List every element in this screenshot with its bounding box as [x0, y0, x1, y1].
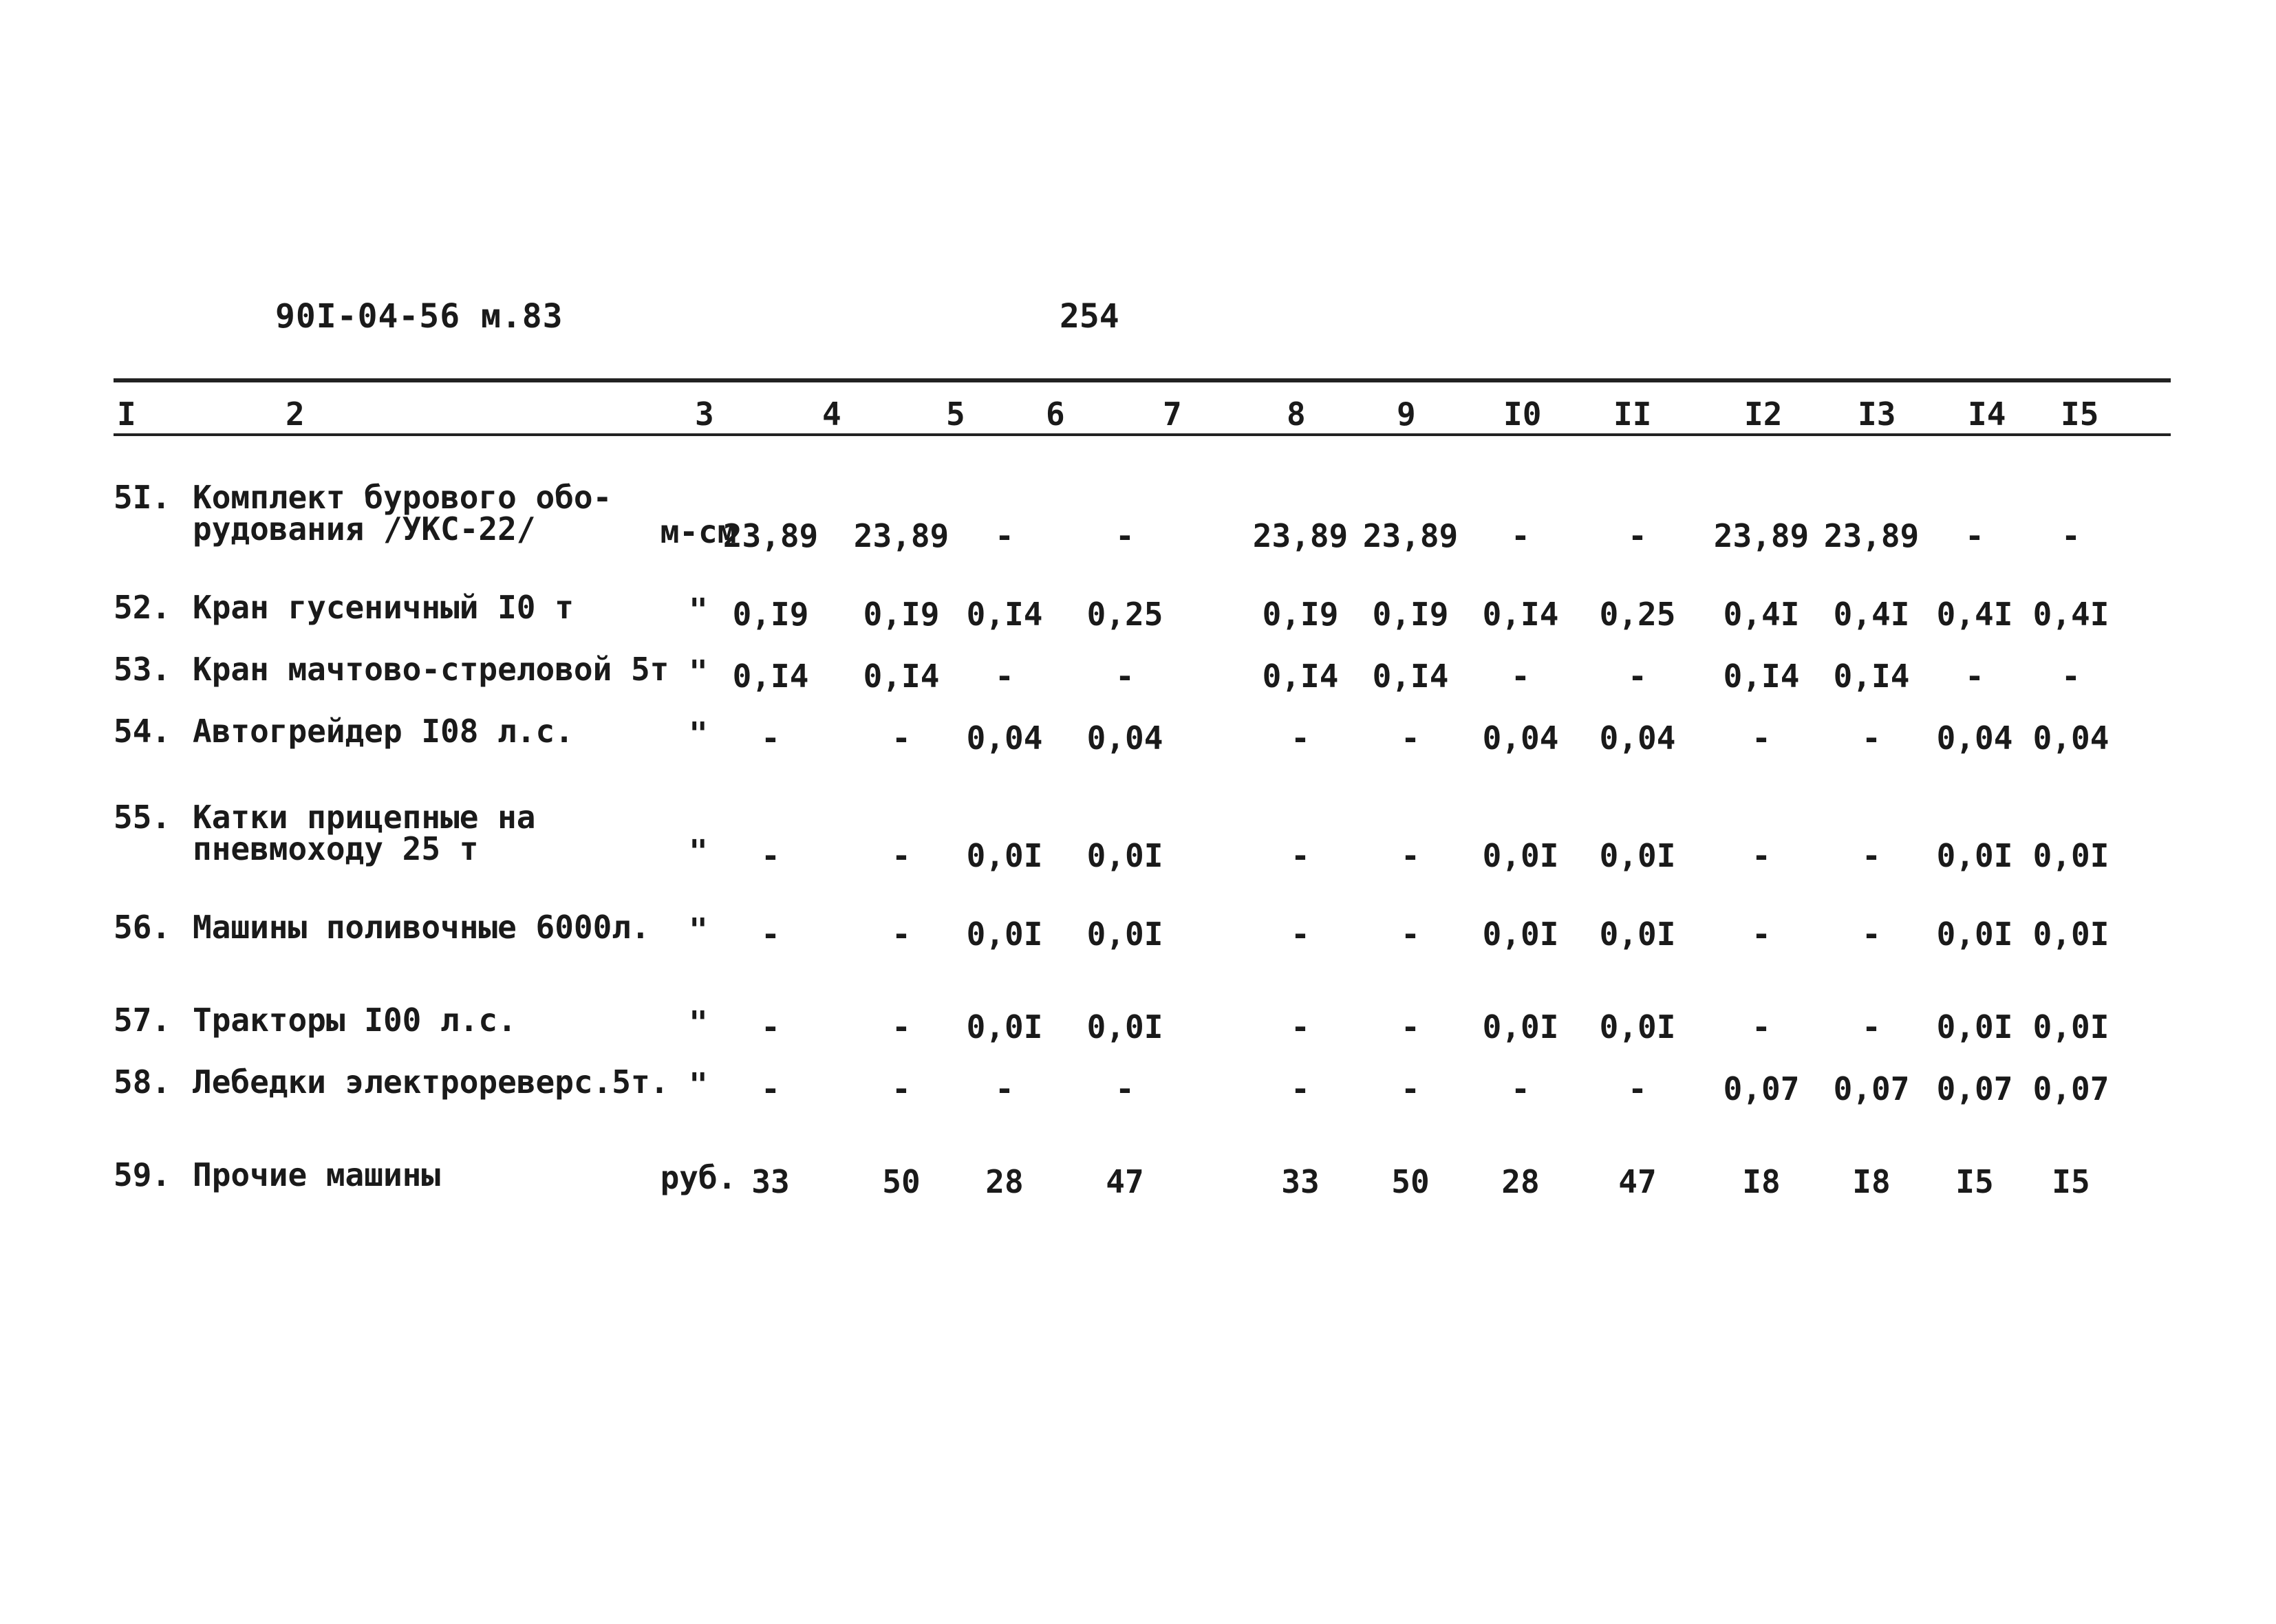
row-number: 58.: [114, 1063, 171, 1101]
row-unit: ": [689, 1004, 708, 1041]
row-label: [114, 801, 536, 865]
row-label: [114, 1063, 669, 1101]
table-cell: 0,25: [1086, 596, 1163, 633]
table-cell: -: [1291, 1070, 1310, 1107]
table-cell: 50: [882, 1163, 921, 1200]
table-cell: 0,I4: [1372, 658, 1449, 695]
column-number-13: I3: [1858, 396, 1896, 433]
column-number-3: 3: [695, 396, 714, 433]
row-number: 53.: [114, 651, 171, 688]
table-cell: 0,07: [1936, 1070, 2013, 1107]
table-cell: -: [1401, 916, 1420, 953]
table-cell: 47: [1618, 1163, 1657, 1200]
column-number-12: I2: [1744, 396, 1783, 433]
doc-code: 90I-04-56 м.83: [275, 297, 563, 336]
table-cell: 0,0I: [2032, 837, 2109, 874]
page-number: 254: [1060, 297, 1119, 336]
table-cell: 0,4I: [1833, 596, 1910, 633]
table-cell: -: [892, 1070, 911, 1107]
table-cell: 0,25: [1599, 596, 1676, 633]
table-cell: 0,I9: [1372, 596, 1449, 633]
table-cell: 0,I9: [1262, 596, 1339, 633]
row-unit: руб.: [660, 1159, 737, 1196]
row-name-line: Кран гусеничный I0 т: [193, 589, 574, 626]
table-cell: I5: [2052, 1163, 2090, 1200]
table-cell: 0,4I: [1723, 596, 1800, 633]
table-cell: 0,I9: [863, 596, 940, 633]
table-cell: -: [892, 916, 911, 953]
row-unit: ": [689, 1066, 708, 1103]
row-name-line: Комплект бурового обо-: [193, 479, 612, 516]
table-cell: -: [2061, 517, 2081, 554]
table-cell: -: [1752, 837, 1771, 874]
table-cell: -: [1862, 837, 1881, 874]
table-cell: 23,89: [1823, 517, 1920, 554]
table-cell: -: [761, 1070, 780, 1107]
table-cell: -: [1291, 719, 1310, 757]
table-cell: 33: [1281, 1163, 1320, 1200]
row-number: 54.: [114, 713, 171, 750]
table-cell: 0,04: [966, 719, 1043, 757]
table-cell: 0,I4: [1482, 596, 1559, 633]
column-number-1: I: [117, 396, 136, 433]
table-cell: -: [1628, 517, 1647, 554]
table-cell: 23,89: [722, 517, 819, 554]
row-label: [114, 651, 669, 688]
table-cell: 0,0I: [2032, 916, 2109, 953]
table-cell: 47: [1106, 1163, 1144, 1200]
table-cell: 23,89: [1252, 517, 1349, 554]
table-cell: I8: [1742, 1163, 1781, 1200]
row-number: 59.: [114, 1156, 171, 1193]
row-label: [114, 589, 574, 626]
row-name-line: Тракторы I00 л.с.: [193, 1002, 517, 1039]
row-label: [114, 909, 650, 946]
table-cell: -: [995, 517, 1014, 554]
row-name-line: Автогрейдер I08 л.с.: [193, 713, 574, 750]
table-cell: 0,07: [1723, 1070, 1800, 1107]
table-cell: 0,I4: [732, 658, 809, 695]
row-name-line: Катки прицепные на: [193, 799, 536, 836]
table-cell: 0,I4: [966, 596, 1043, 633]
table-cell: -: [761, 719, 780, 757]
table-cell: -: [1401, 1008, 1420, 1046]
table-cell: 0,I9: [732, 596, 809, 633]
table-cell: -: [761, 837, 780, 874]
row-number: 52.: [114, 589, 171, 626]
row-label: [114, 1156, 441, 1193]
row-label: [114, 1002, 517, 1039]
row-number: 55.: [114, 799, 171, 836]
table-cell: I8: [1852, 1163, 1891, 1200]
row-unit: ": [689, 911, 708, 949]
table-cell: 23,89: [1362, 517, 1459, 554]
table-cell: 0,0I: [1482, 837, 1559, 874]
row-number: 56.: [114, 909, 171, 946]
table-cell: 0,07: [2032, 1070, 2109, 1107]
column-number-15: I5: [2061, 396, 2099, 433]
table-cell: I5: [1955, 1163, 1994, 1200]
top-rule: [114, 378, 2171, 382]
table-cell: -: [2061, 658, 2081, 695]
table-cell: 0,0I: [1936, 837, 2013, 874]
row-name-line: пневмоходу 25 т: [193, 830, 479, 867]
table-cell: -: [1291, 1008, 1310, 1046]
table-cell: -: [1628, 658, 1647, 695]
row-unit: ": [689, 833, 708, 870]
table-cell: 0,4I: [1936, 596, 2013, 633]
row-unit: ": [689, 653, 708, 691]
table-cell: -: [1401, 837, 1420, 874]
column-number-4: 4: [822, 396, 841, 433]
row-unit: ": [689, 592, 708, 629]
table-cell: -: [995, 1070, 1014, 1107]
table-cell: 0,I4: [1262, 658, 1339, 695]
table-cell: 0,0I: [1086, 916, 1163, 953]
table-cell: 0,0I: [1599, 1008, 1676, 1046]
table-cell: 0,04: [2032, 719, 2109, 757]
table-cell: 0,0I: [1482, 1008, 1559, 1046]
table-cell: 0,0I: [1936, 1008, 2013, 1046]
table-cell: 0,0I: [2032, 1008, 2109, 1046]
row-unit: м-см: [660, 513, 737, 550]
column-number-7: 7: [1163, 396, 1182, 433]
table-cell: -: [1752, 719, 1771, 757]
table-cell: 0,0I: [966, 837, 1043, 874]
table-cell: -: [1115, 517, 1135, 554]
table-cell: 0,0I: [966, 1008, 1043, 1046]
table-cell: 0,0I: [966, 916, 1043, 953]
table-cell: 0,0I: [1936, 916, 2013, 953]
table-cell: -: [1965, 658, 1984, 695]
table-cell: 0,0I: [1086, 837, 1163, 874]
table-cell: -: [1628, 1070, 1647, 1107]
table-cell: 0,04: [1599, 719, 1676, 757]
table-cell: -: [761, 916, 780, 953]
column-number-10: I0: [1503, 396, 1542, 433]
table-cell: -: [892, 1008, 911, 1046]
row-name-line: Прочие машины: [193, 1156, 441, 1193]
table-cell: -: [1862, 916, 1881, 953]
table-cell: 0,I4: [1723, 658, 1800, 695]
row-name-line: Кран мачтово-стреловой 5т: [193, 651, 669, 688]
table-cell: 28: [1501, 1163, 1540, 1200]
column-number-5: 5: [946, 396, 965, 433]
table-cell: 23,89: [1713, 517, 1810, 554]
table-cell: 50: [1391, 1163, 1430, 1200]
row-name-line: Машины поливочные 6000л.: [193, 909, 650, 946]
table-cell: 0,I4: [863, 658, 940, 695]
row-unit: ": [689, 715, 708, 753]
table-cell: -: [761, 1008, 780, 1046]
table-cell: 0,I4: [1833, 658, 1910, 695]
table-cell: 0,0I: [1599, 837, 1676, 874]
column-number-2: 2: [286, 396, 305, 433]
row-number: 5I.: [114, 479, 171, 516]
table-cell: -: [1115, 1070, 1135, 1107]
table-cell: 0,04: [1086, 719, 1163, 757]
table-cell: 0,04: [1936, 719, 2013, 757]
table-cell: 28: [985, 1163, 1024, 1200]
table-cell: -: [1862, 719, 1881, 757]
table-cell: -: [1511, 658, 1530, 695]
row-name-line: Лебедки электрореверс.5т.: [193, 1063, 669, 1101]
table-cell: -: [1862, 1008, 1881, 1046]
table-cell: -: [1752, 916, 1771, 953]
table-cell: 0,0I: [1599, 916, 1676, 953]
table-cell: 0,04: [1482, 719, 1559, 757]
table-cell: -: [995, 658, 1014, 695]
row-number: 57.: [114, 1002, 171, 1039]
table-cell: -: [1291, 916, 1310, 953]
table-cell: 0,0I: [1482, 916, 1559, 953]
row-label: [114, 713, 574, 750]
table-cell: -: [892, 837, 911, 874]
header-rule: [114, 433, 2171, 436]
row-name-line: рудования /УКС-22/: [193, 510, 536, 548]
table-cell: -: [1752, 1008, 1771, 1046]
row-label: [114, 479, 612, 548]
table-cell: 23,89: [853, 517, 949, 554]
table-cell: 0,4I: [2032, 596, 2109, 633]
table-cell: 0,07: [1833, 1070, 1910, 1107]
table-cell: -: [1291, 837, 1310, 874]
table-cell: -: [1511, 517, 1530, 554]
table-cell: -: [1511, 1070, 1530, 1107]
table-cell: -: [1115, 658, 1135, 695]
table-cell: -: [1965, 517, 1984, 554]
table-cell: 33: [751, 1163, 790, 1200]
column-number-11: II: [1613, 396, 1652, 433]
table-cell: 0,0I: [1086, 1008, 1163, 1046]
column-number-14: I4: [1968, 396, 2006, 433]
column-number-8: 8: [1287, 396, 1306, 433]
table-cell: -: [1401, 1070, 1420, 1107]
table-cell: -: [1401, 719, 1420, 757]
column-number-6: 6: [1046, 396, 1065, 433]
column-number-9: 9: [1397, 396, 1416, 433]
table-cell: -: [892, 719, 911, 757]
